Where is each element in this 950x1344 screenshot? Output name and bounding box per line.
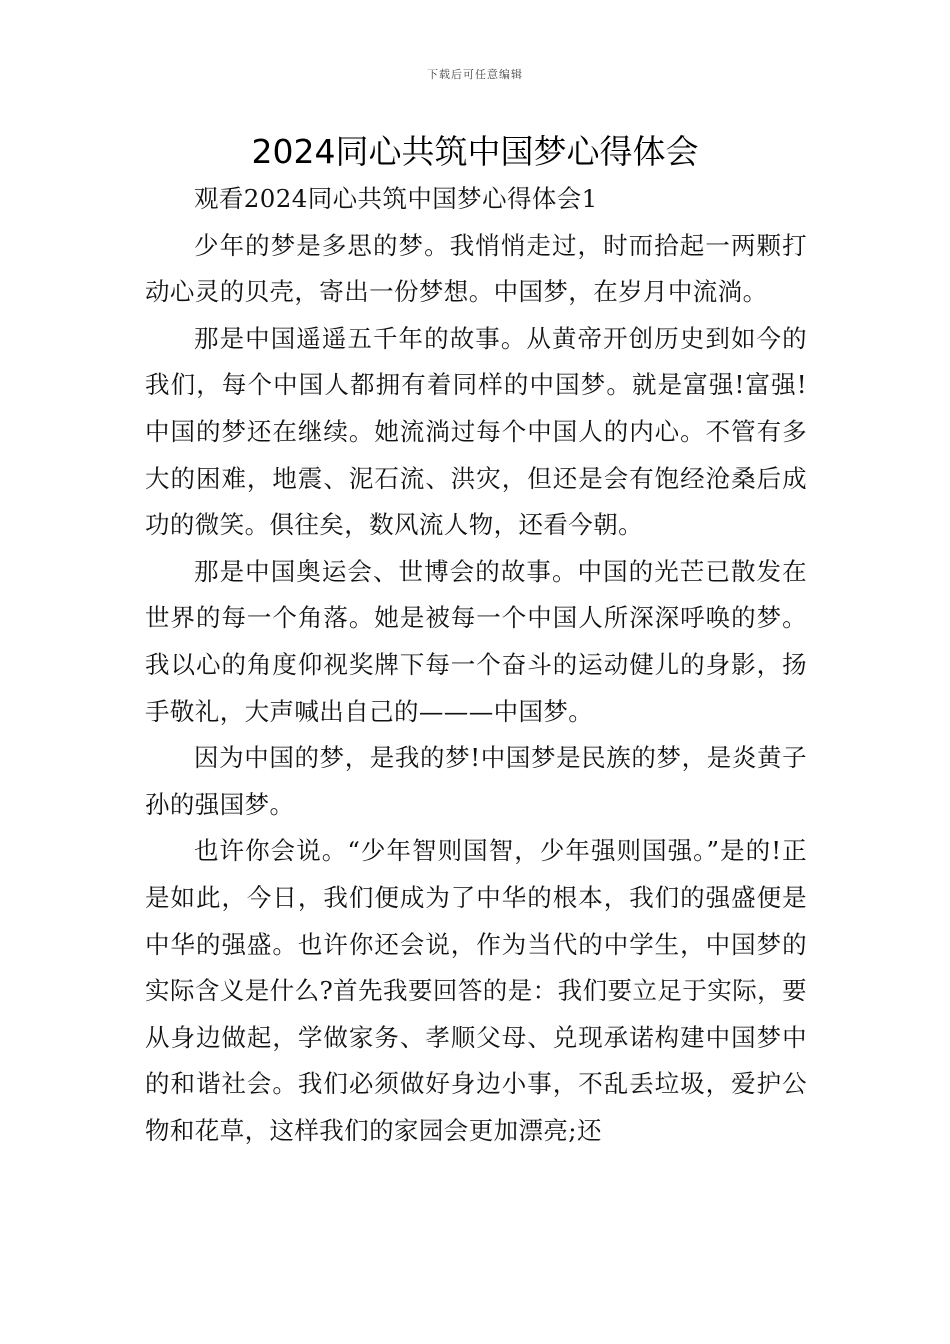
body-paragraph: 少年的梦是多思的梦。我悄悄走过，时而拾起一两颗打动心灵的贝壳，寄出一份梦想。中国梦，在岁月中流淌。 (145, 230, 807, 307)
body-paragraph: 因为中国的梦，是我的梦!中国梦是民族的梦，是炎黄子孙的强国梦。 (145, 743, 807, 819)
body-paragraph: 那是中国奥运会、世博会的故事。中国的光芒已散发在世界的每一个角落。她是被每一个中国人所深深呼唤的梦。我以心的角度仰视奖牌下每一个奋斗的运动健儿的身影，扬手敬礼，大声喊出自己的———中国梦。 (145, 556, 807, 726)
document-body (145, 176, 807, 1154)
body-paragraph: 也许你会说。“少年智则国智，少年强则国强。”是的!正是如此，今日，我们便成为了中华的根本，我们的强盛便是中华的强盛。也许你还会说，作为当代的中学生，中国梦的实际含义是什么?首先我要回答的是：我们要立足于实际，要从身边做起，学做家务、孝顺父母、兑现承诺构建中国梦中的和谐社会。我们必须做好身边小事，不乱丢垃圾，爱护公物和花草，这样我们的家园会更加漂亮;还 (145, 836, 807, 1145)
body-paragraph: 那是中国遥遥五千年的故事。从黄帝开创历史到如今的我们，每个中国人都拥有着同样的中国梦。就是富强!富强!中国的梦还在继续。她流淌过每个中国人的内心。不管有多大的困难，地震、泥石流、洪灾，但还是会有饱经沧桑后成功的微笑。俱往矣，数风流人物，还看今朝。 (145, 323, 807, 540)
header-note: 下载后可任意编辑 (427, 68, 523, 81)
document-title: 2024同心共筑中国梦心得体会 (251, 132, 699, 171)
subtitle-paragraph: 观看2024同心共筑中国梦心得体会1 (194, 184, 598, 213)
